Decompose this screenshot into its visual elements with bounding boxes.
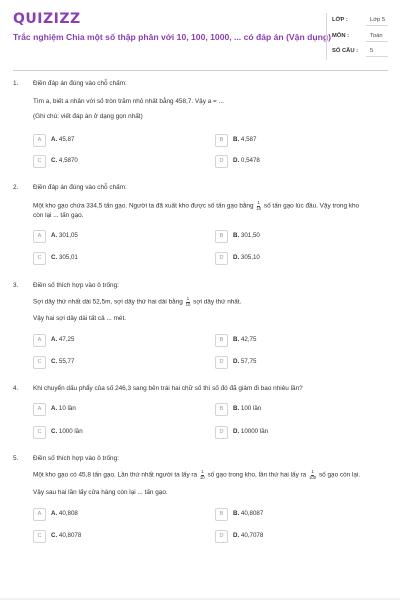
option-text: 40,808 [58, 510, 78, 517]
question-line: Sợi dây thứ nhất dài 52,5m, sợi dây thứ hai dài bằng $\frac{1}{10}$ sợi dây thứ nhất. [33, 296, 242, 307]
option-letter: B [215, 230, 228, 243]
option-letter: D [215, 252, 228, 265]
question-number: 1. [13, 80, 19, 87]
option-text: 301,50 [240, 232, 260, 239]
question-count-label: SỐ CÂU : [332, 48, 359, 54]
option-text: 40,8078 [58, 532, 82, 539]
question-number: 4. [13, 385, 19, 392]
option-text: 57,75 [240, 358, 257, 365]
option-letter: D [215, 155, 228, 168]
worksheet-header [0, 0, 400, 68]
option-text: 10000 lần [240, 428, 269, 435]
option-text: 100 lần [240, 405, 262, 412]
worksheet-title: Trắc nghiệm Chia một số thập phân với 10, 100, 1000, ... có đáp án (Vận dụng) [13, 32, 331, 42]
option-letter: B [215, 403, 228, 416]
fraction: $\frac{1}{10}$ [256, 200, 262, 211]
option-letter: D [215, 530, 228, 543]
option-letter: A [33, 334, 46, 347]
option-letter: C [33, 155, 46, 168]
question-prompt: Điền số thích hợp vào ô trống: [33, 455, 119, 462]
option-text: 55,77 [58, 358, 75, 365]
subject-field [326, 30, 388, 42]
grade-field [326, 14, 388, 26]
option-text: 301,05 [58, 232, 78, 239]
question-prompt: Điền đáp án đúng vào chỗ chấm: [33, 80, 127, 87]
option-letter: D [215, 356, 228, 369]
option-text: 1000 lần [58, 428, 83, 435]
option-text: 40,7078 [240, 532, 264, 539]
grade-label: LỚP : [332, 17, 348, 23]
subject-label: MÔN : [332, 33, 350, 39]
question-prompt: Điền số thích hợp vào ô trống: [33, 282, 119, 289]
grade-value: Lớp 5 [370, 17, 386, 23]
option-letter: C [33, 530, 46, 543]
question-number: 2. [13, 184, 19, 191]
option-letter: B [215, 334, 228, 347]
fraction: $\frac{1}{10}$ [185, 296, 191, 307]
question-line: Một kho gạo chứa 334,5 tấn gạo. Người ta đã xuất kho được số tấn gạo bằng $\frac{1}{10}$ số tấn gạo lúc đầu. Vậy trong kho [33, 200, 360, 211]
option-text: 42,75 [240, 336, 257, 343]
option-text: 305,01 [58, 254, 78, 261]
option-letter: C [33, 252, 46, 265]
option-letter: A [33, 508, 46, 521]
question-line: Một kho gạo có 45,8 tấn gạo. Lần thứ nhất người ta lấy ra $\frac{1}{10}$ số gạo trong kho, lần thứ hai lấy ra $\frac{1}{100}$ số gạo còn lại. [33, 469, 361, 480]
question-prompt: Khi chuyển dấu phẩy của số 246,3 sang bên trái hai chữ số thì số đó đã giảm đi bao nhiêu lần? [33, 385, 303, 392]
option-letter: B [215, 508, 228, 521]
fraction: $\frac{1}{10}$ [199, 469, 205, 480]
question-count-value: 5 [370, 48, 374, 54]
option-text: 0,5478 [240, 157, 260, 164]
option-letter: A [33, 403, 46, 416]
option-letter: D [215, 426, 228, 439]
question-number: 5. [13, 455, 19, 462]
option-text: 45,87 [58, 136, 75, 143]
option-letter: C [33, 356, 46, 369]
option-text: 305,10 [240, 254, 260, 261]
option-letter: B [215, 134, 228, 147]
option-text: 47,25 [58, 336, 75, 343]
option-letter: A [33, 134, 46, 147]
subject-value: Toán [370, 33, 383, 39]
option-letter: A [33, 230, 46, 243]
question-prompt: Điền đáp án đúng vào chỗ chấm: [33, 184, 127, 191]
question-line: Vậy hai sợi dây dài tất cả ... mét. [33, 315, 126, 322]
question-line: Tìm a, biết a nhân với số tròn trăm nhỏ nhất bằng 458,7. Vậy a = ... [33, 98, 224, 105]
quizizz-logo: QUIZIZZ [13, 11, 81, 27]
question-line: còn lại ... tấn gạo. [33, 212, 84, 219]
option-text: 4,5870 [58, 157, 78, 164]
question-count-field [326, 45, 388, 57]
question-line: Vậy sau hai lần lấy cửa hàng còn lại ... tấn gạo. [33, 489, 168, 496]
option-text: 40,8087 [240, 510, 264, 517]
question-number: 3. [13, 282, 19, 289]
option-text: 10 lần [58, 405, 76, 412]
option-letter: C [33, 426, 46, 439]
fraction: $\frac{1}{100}$ [309, 469, 317, 480]
question-note: (Ghi chú: viết đáp án ở dạng gọn nhất) [33, 113, 143, 120]
option-text: 4,587 [240, 136, 257, 143]
header-separator [13, 70, 388, 71]
